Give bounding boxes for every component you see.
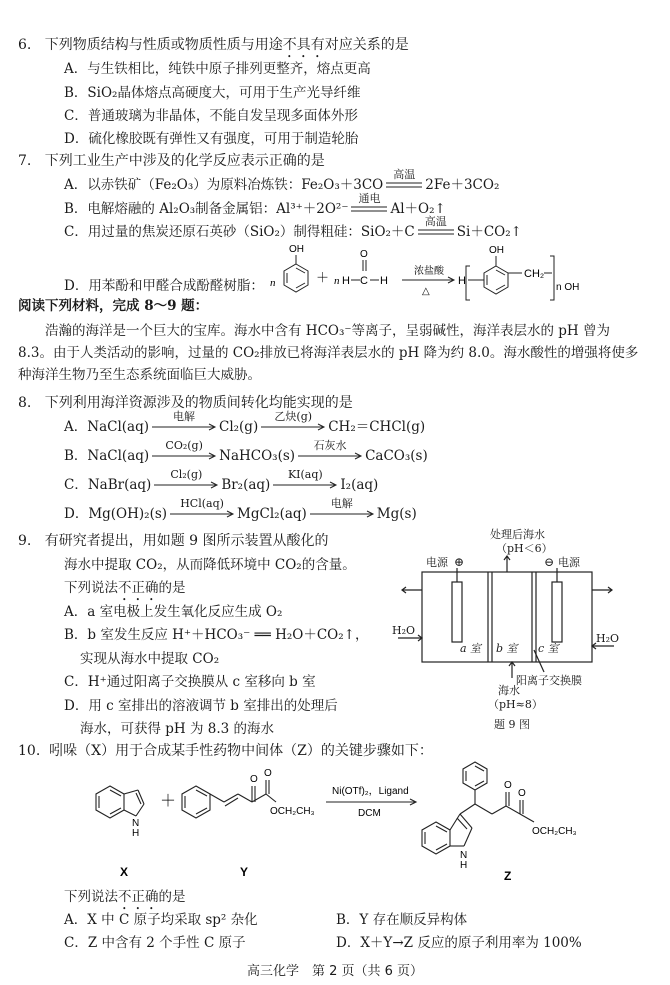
q7-c-condition-arrow [417,215,455,236]
q10-option-d: D．X＋Y→Z 反应的原子利用率为 100% [336,935,582,951]
q8-option-row [64,497,417,523]
q9-option-c: C．H⁺通过阳离子交换膜从 c 室移向 b 室 [64,674,316,690]
z-indole-n: N [460,850,468,861]
q7-d-n1: n [270,277,276,289]
z-ketone-o: O [504,780,512,791]
q8-condition-1-arrow [151,410,217,431]
q6-option-b: B．SiO₂晶体熔点高硬度大，可用于生产光导纤维 [64,85,361,101]
q9-option-d-line2: 海水，可获得 pH 为 8.3 的海水 [80,721,275,737]
q9-option-b-line2: 实现从海水中提取 CO₂ [80,651,220,667]
q8-condition-1: Cl₂(g) [170,468,203,482]
q9-option-b-line1: B．b 室发生反应 H⁺＋HCO₃⁻ ══ H₂O＋CO₂↑， [64,627,369,643]
y-ester-group: OCH₂CH₃ [270,806,315,817]
polymer-ch2: CH₂ [524,268,545,280]
q7-stem-text: 下列工业生产中涉及的化学反应表示正确的是 [44,153,325,169]
q7-b-products: Al＋O₂↑ [390,201,446,217]
z-ester-o: O [518,788,526,799]
q8-condition-1-arrow [151,439,217,460]
indole-n: N [132,818,140,829]
y-ketone-o: O [250,774,258,785]
polymer-ring [484,256,522,294]
q6-stem-part: 对应关系的是 [324,37,409,53]
q8-option-row [64,410,426,436]
fig-room-b: b 室 [496,642,518,655]
q7-b-text: B．电解熔融的 Al₂O₃制备金属铝：Al³⁺＋2O²⁻ [64,201,349,217]
q8-condition-1: CO₂(g) [165,439,203,453]
fig-minus-icon: ⊖ [544,555,555,569]
q7-d-condition-bottom: △ [422,286,430,297]
q9-stem-text1: 有研究者提出，用如题 9 图所示装置从酸化的 [44,533,329,549]
q8-option-label: B． [64,448,88,464]
q8-number: 8. [18,395,32,411]
q10-condition-top: Ni(OTf)₂，Ligand [332,786,409,797]
q10-option-b: B．Y 存在顺反异构体 [336,912,468,928]
q8-option-row [64,439,428,465]
q7-d-reaction-scheme [268,242,598,306]
q10-sub-b: 的是 [158,889,186,905]
fig-room-c: c 室 [538,642,559,655]
fig-h2o-right: H₂O [596,632,620,645]
q10-plus: ＋ [160,791,177,810]
q7-option-c [64,215,522,241]
q8-substance-2: MgCl₂(aq) [237,506,307,522]
q9-stem3b: 的是 [158,580,186,596]
q7-d-n2: n [334,275,340,287]
z-ester-group: OCH₂CH₃ [532,826,577,837]
q8-condition-2: KI(aq) [287,468,323,482]
q9-stem-line2: 海水中提取 CO₂，从而降低环境中 CO₂的含量。 [64,557,356,573]
q10-option-c: C．Z 中含有 2 个手性 C 原子 [64,935,246,951]
fig-h2o-left: H₂O [392,624,416,637]
q7-a-condition: 高温 [393,168,416,182]
q8-condition-2-arrow [309,497,375,518]
q7-a-products: 2Fe＋3CO₂ [425,177,500,193]
q8-condition-2-arrow [297,439,363,460]
q10-sub-stem [64,888,186,913]
q7-c-products: Si＋CO₂↑ [456,224,522,240]
formaldehyde-h2: H [380,275,388,287]
formaldehyde-h1: H [342,275,350,287]
q8-condition-2: 乙炔(g) [274,410,313,424]
phenol-oh: OH [289,244,304,255]
q7-c-condition: 高温 [424,215,447,229]
indole-x-structure [96,786,144,818]
q8-condition-2: 电解 [330,497,353,511]
q7-c-text: C．用过量的焦炭还原石英砂（SiO₂）制得粗硅：SiO₂＋C [64,224,415,240]
fig-caption: 题 9 图 [494,718,530,731]
q10-stem-text: 吲哚（X）用于合成某手性药物中间体（Z）的关键步骤如下： [49,743,433,759]
formaldehyde-c: C [360,275,368,287]
indole-h: H [132,828,140,839]
q8-condition-1: 电解 [172,410,195,424]
q7-b-condition-arrow [350,192,388,213]
q8-condition-2-arrow [260,410,326,431]
fig-top-label1: 处理后海水 [490,528,545,541]
q6-option-a: A．与生铁相比，纯铁中原子排列更整齐，熔点更高 [64,61,371,77]
q8-option-label: C． [64,477,88,493]
q7-stem [18,152,325,171]
q10-sub-a: 下列说法 [64,889,118,905]
q7-b-condition: 通电 [358,192,381,206]
q10-emphasis: 不正确 [118,889,159,905]
q9-electrolysis-figure [392,528,622,738]
label-z: Z [504,869,512,883]
polymer-n-oh: n OH [556,282,580,293]
y-ester-o: O [264,768,272,779]
q6-emphasis: 不具有 [282,37,325,53]
q8-condition-1-arrow [169,497,235,518]
q6-option-d: D．硫化橡胶既有弹性又有强度，可用于制造轮胎 [64,131,359,147]
z-indole-h: H [460,860,468,871]
q9-stem-line1 [18,532,329,551]
q7-d-condition-top: 浓盐酸 [414,266,444,277]
q8-substance-1: NaCl(aq) [87,448,150,464]
q7-d-plus: ＋ [316,271,330,286]
q8-option-label: D． [64,506,89,522]
q9-number: 9. [18,533,32,549]
fig-sea-label2: （pH≈8） [488,698,543,711]
formaldehyde-o: O [360,249,368,260]
q9-emphasis: 不正确 [118,580,159,596]
q10-option-a: A．X 中 C 原子均采取 sp² 杂化 [64,912,258,928]
polymer-oh: OH [489,245,504,256]
q6-stem-part: 下列物质结构与性质或物质性质与用途 [44,37,283,53]
q8-condition-1: HCl(aq) [180,497,224,511]
compound-y-structure [182,780,276,818]
q8-condition-1-arrow [153,468,219,489]
q8-substance-3: Mg(s) [376,506,417,522]
fig-sea-label1: 海水 [498,684,520,697]
q8-condition-2-arrow [272,468,338,489]
q8-substance-1: NaCl(aq) [87,419,149,435]
label-y: Y [240,865,249,879]
q8-substance-2: NaHCO₃(s) [219,448,296,464]
q8-substance-1: NaBr(aq) [87,477,152,493]
q8-condition-2: 石灰水 [313,439,347,453]
q8-substance-3: I₂(aq) [340,477,379,493]
q7-option-b [64,192,446,218]
q6-stem [18,36,409,61]
q9-stem-line3 [64,579,186,604]
fig-power-left: 电源 [426,556,448,569]
q6-number: 6. [18,37,32,53]
q7-a-condition-arrow [385,168,423,189]
label-x: X [120,865,129,879]
q6-option-c: C．普通玻璃为非晶体，不能自发呈现多面体外形 [64,108,358,124]
phenol-structure [284,255,308,292]
polymer-h: H [458,275,466,287]
fig-room-a: a 室 [460,642,482,655]
reading-title: 阅读下列材料，完成 8～9 题： [18,298,209,314]
q9-option-d-line1: D．用 c 室排出的溶液调节 b 室排出的处理后 [64,698,338,714]
reading-paragraph: 浩瀚的海洋是一个巨大的宝库。海水中含有 HCO₃⁻等离子，呈弱碱性，海洋表层水的 pH 曾为 8.3。由于人类活动的影响，过量的 CO₂排放已将海洋表层水的 pH 降为约 8.0。海水酸性的增强将使多种海洋生物乃至生态系统面临巨大威胁。 [18,323,639,383]
q8-substance-3: CH₂＝CHCl(g) [328,419,426,435]
q8-substance-1: Mg(OH)₂(s) [88,506,168,522]
fig-membrane-label: 阳离子交换膜 [516,674,582,687]
fig-top-label2: （pH＜6） [496,542,553,555]
fig-power-right: 电源 [558,556,580,569]
q8-stem-text: 下列利用海洋资源涉及的物质间转化均能实现的是 [44,395,353,411]
q7-a-text: A．以赤铁矿（Fe₂O₃）为原料冶炼铁：Fe₂O₃＋3CO [64,177,384,193]
q10-condition-bottom: DCM [358,808,381,819]
q7-option-a [64,168,500,194]
compound-z-structure [422,762,534,854]
q8-option-row [64,468,379,494]
q10-number: 10. [18,743,41,759]
q10-reaction-scheme [80,758,640,888]
q8-option-label: A． [64,419,88,435]
q8-substance-3: CaCO₃(s) [365,448,428,464]
q7-number: 7. [18,153,32,169]
q8-substance-2: Cl₂(g) [218,419,259,435]
q7-option-d-text: D．用苯酚和甲醛合成酚醛树脂： [64,278,264,294]
page-footer: 高三化学 第 2 页（共 6 页） [246,964,424,979]
q8-substance-2: Br₂(aq) [221,477,271,493]
q9-stem3a: 下列说法 [64,580,118,596]
fig-plus-icon: ⊕ [454,555,465,569]
q9-option-a: A．a 室电极上发生氧化反应生成 O₂ [64,604,283,620]
